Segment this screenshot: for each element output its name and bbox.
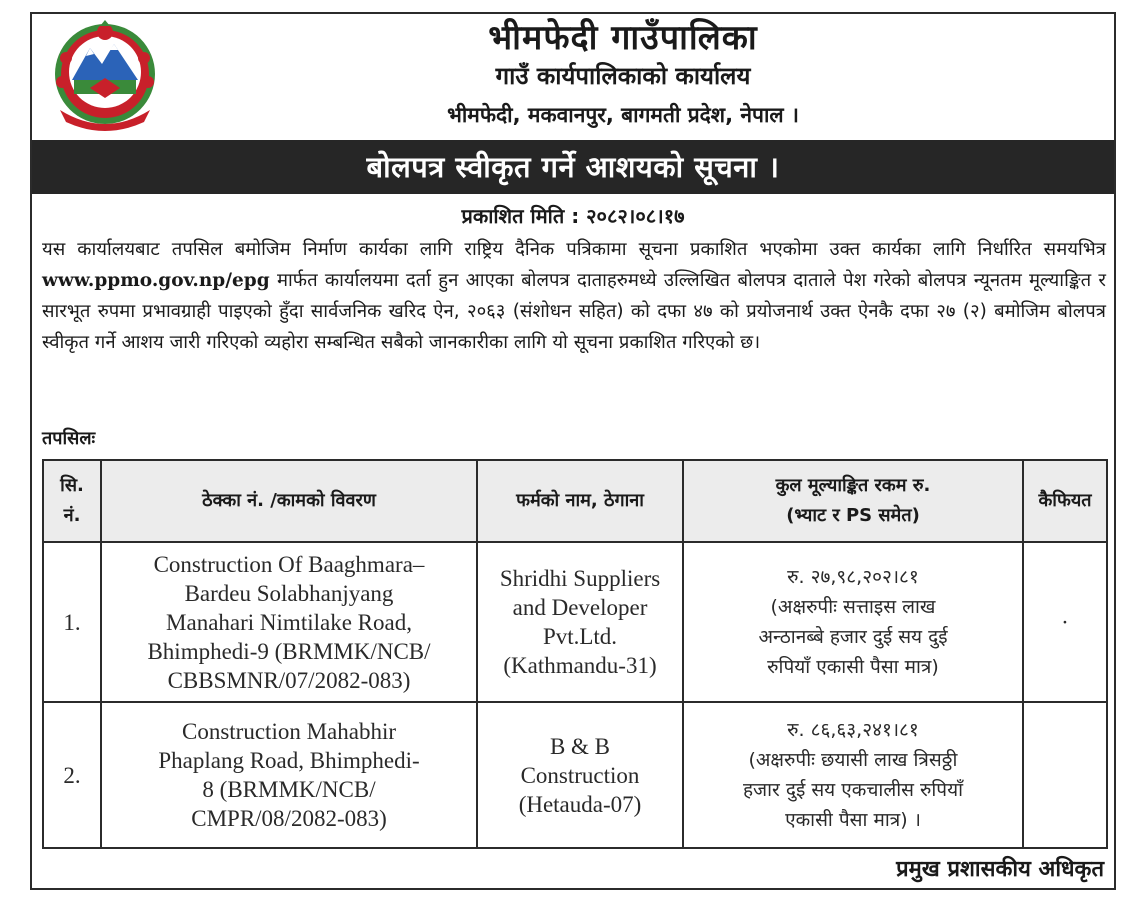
row-remarks: · [1023,542,1107,702]
header-contract: ठेक्का नं. /कामको विवरण [101,460,477,542]
row-amount: रु. ८६,६३,२४१।८१ (अक्षरुपीः छयासी लाख त्रिसठ्ठी हजार दुई सय एकचालीस रुपियाँ एकासी पैसा मात्र) । [683,702,1023,848]
header-sn: सि. नं. [43,460,101,542]
published-date: प्रकाशित मिति : २०८२।०८।१७ [461,204,685,228]
notice-body [42,234,1106,358]
table-row [43,702,1107,848]
row-contract: Construction Of Baaghmara– Bardeu Solabhanjyang Manahari Nimtilake Road, Bhimphedi-9 (BRMMK/NCB/ CBBSMNR/07/2082-083) [101,542,477,702]
award-table [42,459,1108,849]
row-firm: Shridhi Suppliers and Developer Pvt.Ltd. (Kathmandu-31) [477,542,683,702]
ppmo-link[interactable]: www.ppmo.gov.np/epg [42,270,270,291]
row-contract: Construction Mahabhir Phaplang Road, Bhimphedi- 8 (BRMMK/NCB/ CMPR/08/2082-083) [101,702,477,848]
notice-frame [30,12,1116,890]
table-header-row [43,460,1107,542]
office-name: भीमफेदी गाउँपालिका [488,18,758,58]
table-row [43,542,1107,702]
header-amount: कुल मूल्याङ्कित रकम रु. (भ्याट र PS समेत) [683,460,1023,542]
header-firm: फर्मको नाम, ठेगाना [477,460,683,542]
details-label: तपसिलः [42,428,96,449]
notice-body-part2: मार्फत कार्यालयमा दर्ता हुन आएका बोलपत्र दाताहरुमध्ये उल्लिखित बोलपत्र दाताले पेश गरेको बोलपत्र न्यूनतम मूल्याङ्कित र सारभूत रुपमा प्रभावग्राही पाइएको हुँदा सार्वजनिक खरिद ऐन, २०६३ (संशोधन सहित) को दफा ४७ को प्रयोजनार्थ उक्त ऐनकै दफा २७ (२) बमोजिम बोलपत्र स्वीकृत गर्ने आशय जारी गरिएको व्यहोरा सम्बन्धित सबैको जानकारीका लागि यो सूचना प्रकाशित गरिएको छ। [42,270,1106,353]
header-remarks: कैफियत [1023,460,1107,542]
row-sn: 1. [43,542,101,702]
row-remarks [1023,702,1107,848]
signatory: प्रमुख प्रशासकीय अधिकृत [896,857,1104,882]
office-subtitle: गाउँ कार्यपालिकाको कार्यालय [495,62,751,90]
notice-title: बोलपत्र स्वीकृत गर्ने आशयको सूचना । [32,140,1114,194]
notice-body-part1: यस कार्यालयबाट तपसिल बमोजिम निर्माण कार्यका लागि राष्ट्रिय दैनिक पत्रिकामा सूचना प्रकाशित भएकोमा उक्त कार्यका लागि निर्धारित समयभित्र [42,239,1106,260]
nepal-emblem-icon [46,18,164,134]
row-sn: 2. [43,702,101,848]
row-amount: रु. २७,९८,२०२।८१ (अक्षरुपीः सत्ताइस लाख अन्ठानब्बे हजार दुई सय दुई रुपियाँ एकासी पैसा मात्र) [683,542,1023,702]
office-address: भीमफेदी, मकवानपुर, बागमती प्रदेश, नेपाल । [447,103,799,127]
row-firm: B & B Construction (Hetauda-07) [477,702,683,848]
